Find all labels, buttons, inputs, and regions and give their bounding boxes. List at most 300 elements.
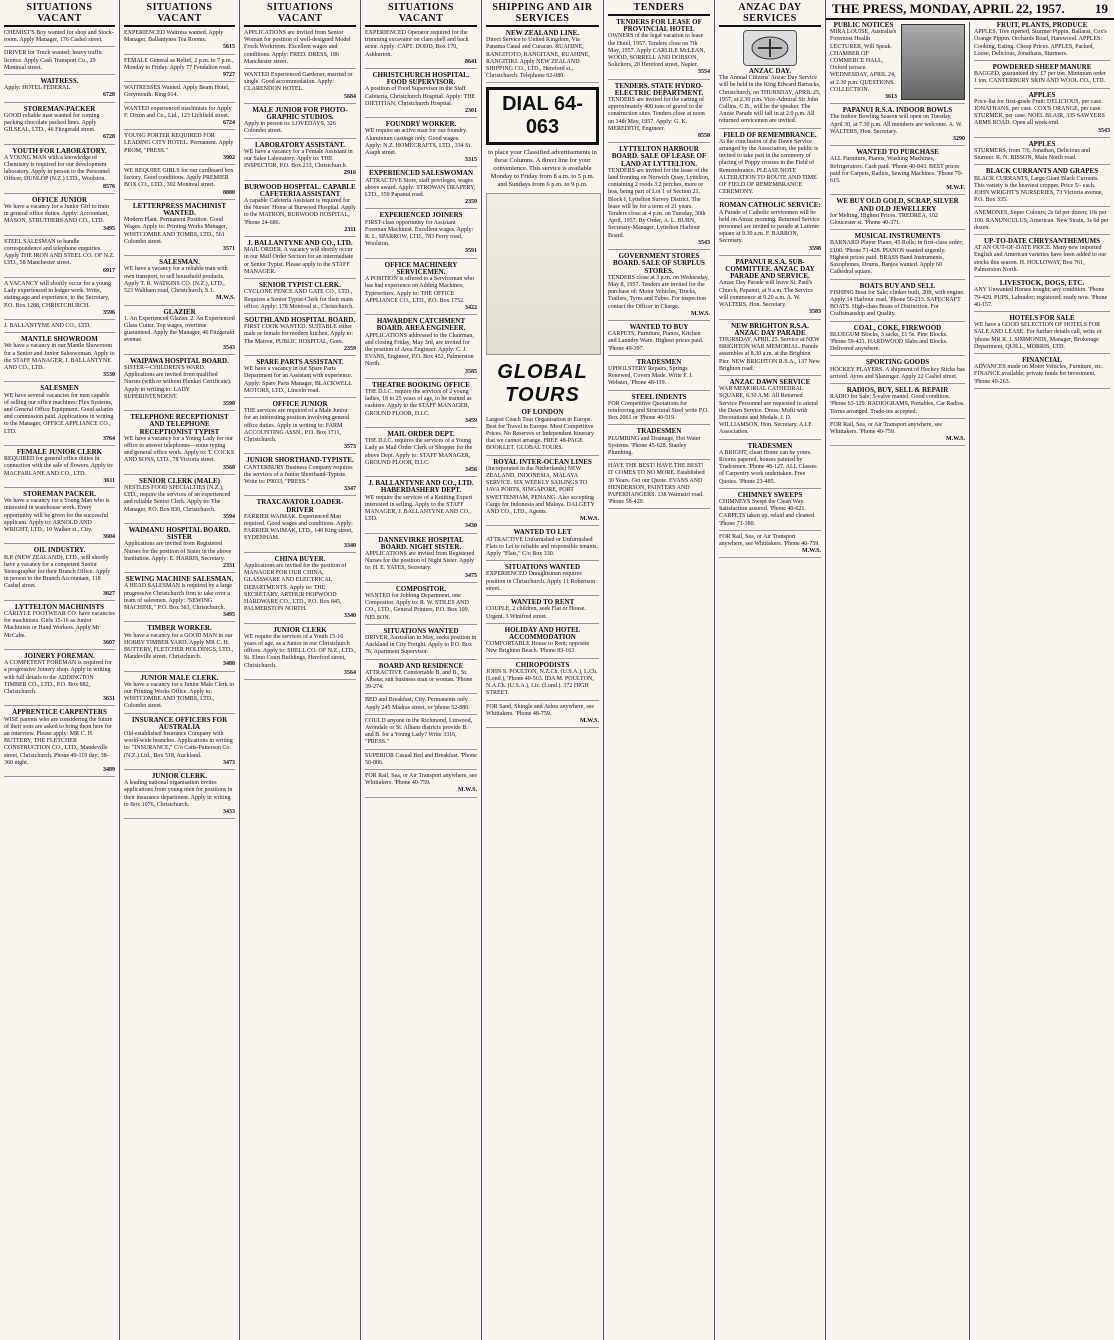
ad-body: BARNARD Player Piano, 45 Rolls; in first-class order; £100. 'Phone 71-428. PIANOS wanted urgently. Highest prices paid. BRASS Band Instruments, Saxophones, Drums, Banjos wanted. Apply 60 Cathedral square. [830, 240, 963, 276]
ad-heading: SALESMEN [40, 384, 79, 393]
classified-ad [608, 19, 710, 80]
ad-body: At the conclusion of the Dawn Service arranged by the Association, the public is invited to take part in the ceremony of placing of Poppy crosses in the Field of Remembrance. PLEASE NOTE ALTERATION TO ROUTE AND TIME OF FIELD OF REMEMBRANCE CEREMONY. [719, 138, 819, 196]
ad-body: EXPERIENCED Draughtsman requires position in Christchurch. Apply 11 Robertson street. [486, 571, 596, 592]
classified-ad [719, 202, 821, 255]
classified-ad [974, 22, 1110, 61]
classified-ad [244, 499, 356, 552]
ad-heading: WANTED TO BUY [629, 322, 689, 331]
ad-heading: TRADESMEN [636, 357, 682, 366]
column-tenders [604, 0, 715, 1340]
ad-body: ANEMONES, Super Colours; 2s 6d per dozen; 10s per 100. RANUNCULUS, American. New Strain, 3s 6d per dozen. [974, 210, 1109, 231]
ad-body: SISTER—CHILDREN'S WARD. Applications are invited from qualified Nurses (with or without Plunket Certificate). Apply in writing to: LADY SUPERINTENDENT. [124, 364, 232, 400]
ad-body: CHIMNEYS Swept the Clean Way. Satisfaction assured. 'Phone 40-621. CARPETS taken up, relaid and cleaned. 'Phone 71-380. [719, 498, 816, 527]
ad-body: (Incorporated in the Netherlands) NEW ZEALAND, INDONESIA, MALAYA SERVICE. SIX WEEKLY SAILINGS TO JAVA PORTS, SINGAPORE, PORT SWETTENHAM, PENANG. Also accepting Cargo for Indonesia and Malaya. DALGETY AND CO., LTD., Agents. [486, 465, 595, 516]
classified-ad [365, 431, 477, 477]
ad-heading: GLAZIER [163, 307, 196, 316]
classified-ad [244, 317, 356, 356]
classified-ad [830, 149, 965, 195]
ad-body: FOR Rail, Sea, or Air Transport anywhere, see Whittakers. 'Phone 40-759. [365, 773, 477, 787]
ad-body: WE require the services of a Knitting Expert interested in selling. Apply to the STAFF MANAGER, J. BALLANTYNE AND CO., LTD. [365, 494, 473, 523]
classified-ad [608, 428, 710, 460]
classified-ad [124, 414, 235, 475]
classified-ad [830, 422, 965, 447]
ad-heading: HOTELS FOR SALE [1009, 313, 1075, 322]
classified-ad [124, 85, 235, 102]
ad-body: BLUEGUM Blocks, 3 sacks, £1 5s. Pine Blocks. 'Phone 59-421. HARDWOOD Slabs and Blocks. Delivered anywhere. [830, 331, 948, 353]
lecturer-photo [901, 24, 965, 100]
classified-ad [244, 457, 356, 496]
classified-ad [608, 253, 710, 321]
ad-body: FISHING Boat for Sale; clinker built, 20ft, with engine. Apply 14 Harbour road, 'Phone 56-213. SAFECRAFT BOATS. High-class Boats of Distinction. For Craftsmanship and Quality. [830, 289, 965, 318]
ad-body: DRIVER for Truck wanted; heavy traffic licence. Apply Cash Transport Co., 29 Montreal street. [4, 50, 103, 71]
classified-ad [830, 359, 965, 384]
dial-phone-banner: DIAL 64-063 [486, 87, 599, 145]
ad-body: WE have a vacancy for a reliable man with own transport, to sell household products. Apply T. R. WATKINS CO. (N.Z.), LTD., 523 Waltham road, Christchurch, S.1. [124, 266, 228, 295]
ad-reference: 3604 [103, 534, 115, 541]
column-situations-vacant-1 [0, 0, 120, 1340]
ad-reference: 2916 [344, 170, 356, 177]
ad-body: THURSDAY, APRIL 25. Service at NEW BRIGHTON WAR MEMORIAL. Parade assembles at 8.30 a.m. at the Brighton Pier. NEW BRIGHTON R.S.A., 137 New Brighton road. [719, 336, 820, 372]
classified-ad [244, 359, 356, 398]
column-public-notices [826, 22, 970, 1340]
section-heading: SHIPPING AND AIR SERVICES [486, 0, 599, 27]
ad-heading: SPARE PARTS ASSISTANT. [256, 357, 344, 366]
classified-ad [719, 259, 821, 320]
ad-body: WE require an active man for our foundry. Aluminium castings only. Good wages. Apply: N.Z. HOMECRAFTS, LTD., 334 St. Asaph street. [365, 128, 472, 157]
classified-ad [4, 281, 115, 320]
ad-body: We have a vacancy for a Junior Male Clerk in our Printing Works Office. Apply to: WHITCOMBE AND TOMBS, LTD., Colombo street. [124, 681, 234, 710]
ad-body: STEEL SALESMAN to handle correspondence and telephone enquiries. Apply THE IRON AND STEEL CO. OF N.Z. LTD., 58 Manchester street. [4, 238, 115, 267]
ad-body: BED and Breakfast, City. Permanents only. Apply 245 Madras street, or 'phone 52-880. [365, 697, 470, 711]
column-situations-vacant-2 [120, 0, 240, 1340]
classified-ad [4, 197, 115, 236]
ad-body: WE require the services of a Youth 15-16 years of age, as a Junior in our Christchurch offices. Apply to: SHELL CO. OF N.Z., LTD., St. Elmo Court Buildings, Hereford street, Christchurch. [244, 633, 356, 669]
ad-body: CARLYLE FOOTWEAR CO. have vacancies for machinists. Girls 15-16 as Junior Machinists or Hand Workers. Apply Mr McCabe. [4, 611, 115, 639]
ad-heading: PAPANUI R.S.A. INDOOR BOWLS [842, 106, 953, 115]
classified-ad [4, 30, 115, 47]
ad-heading: STOREMAN PACKER. [23, 489, 96, 498]
ad-body: YOUNG PORTER REQUIRED FOR LEADING CITY HOTEL. Permanent. Apply PROM, "PRESS." [124, 133, 234, 154]
ad-reference: 3594 [223, 513, 235, 520]
ad-reference: M.W.S. [216, 295, 235, 302]
ad-reference: 2301 [465, 108, 477, 115]
ad-body: APPLICATIONS are invited from Registered Nurses for the position of Night Sister. Apply to: H. E. YATES, Secretary. [365, 551, 475, 572]
ad-heading: ROMAN CATHOLIC SERVICE: [719, 201, 821, 210]
ad-reference: 3340 [344, 613, 356, 620]
ad-body: FOR Rail, Sea, or Air Transport anywhere, see Whittakers. 'Phone 40-759. [719, 533, 820, 547]
ad-reference: 3613 [885, 94, 897, 101]
classified-ad [365, 262, 477, 315]
ad-body: We have a vacancy for a Young Man who is interested in warehouse work. Every opportunity will be given for the successful applicant. Apply to: ARNOLD AND WRIGHT, LTD., 10 Walker st., City. [4, 498, 110, 533]
classified-ad [4, 449, 115, 488]
ad-heading: COAL, COKE, FIREWOOD [853, 323, 942, 332]
ad-reference: 3489 [103, 767, 115, 774]
ad-reference: 2359 [465, 199, 477, 206]
classified-ad [486, 564, 599, 596]
classified-ad [365, 697, 477, 714]
classified-ad [486, 409, 599, 455]
ad-heading: CHIMNEY SWEEPS [737, 490, 803, 499]
ad-body: A COMPETENT FOREMAN is required for a progressive Joinery shop. Apply in writing with full details to the ADDINGTON TIMBER CO., LTD., P.O. Box 882, Christchurch. [4, 660, 112, 696]
ad-heading: WE BUY OLD GOLD, SCRAP, SILVER AND OLD JEWELLERY [836, 197, 959, 213]
ad-heading: SITUATIONS WANTED [383, 626, 459, 635]
ad-heading: APPLES [1028, 139, 1056, 148]
ad-heading: FIELD OF REMEMBRANCE. [723, 130, 817, 139]
ad-reference: 2311 [344, 226, 356, 233]
ad-body: Anzac Day Parade will leave St. Paul's Church, Papanui, at 9 a.m. The Service will commence at 9.20 a.m. A. W. WALTERS, Hon. Secretary. [719, 280, 813, 309]
classified-ad [365, 72, 477, 118]
ad-body: Direct Service to United Kingdom, Via Panama Canal and Curacao. RUAHINE, RANGITOTO, RANGITANE, RUAHINE, RANGITIKI. Apply NEW ZEALAND SHIPPING CO., LTD., Hereford st., Christchurch. Telephone 62-080. [486, 37, 590, 80]
classified-ad [244, 627, 356, 680]
ad-body: DRIVER, Australian in May, seeks position in Auckland in City Freight. Apply to P.O. Box 76, Apartment Supervisor. [365, 635, 477, 656]
ad-reference: 3583 [809, 309, 821, 316]
ad-heading: CHRISTCHURCH HOSPITAL. FOOD SUPERVISOR. [372, 71, 470, 87]
ad-body: ATTRACTIVE Store, staff privileges, wages above award. Apply: STROWAN DRAPERY, LTD., 359 Papanui road. [365, 177, 476, 199]
ad-heading: TRAXCAVATOR LOADER-DRIVER [256, 498, 344, 514]
classified-ad [974, 141, 1110, 166]
ad-heading: OFFICE MACHINERY SERVICEMEN. [384, 260, 458, 276]
global-tours-logo: GLOBAL TOURS [497, 361, 588, 407]
classified-ad [486, 30, 599, 83]
ad-body: Applications are invited for the position of MANAGER FOR OUR CHINA, GLASSWARE AND ELECTRICAL DEPARTMENTS. Apply to: THE SECRETARY, ARTHUR HOPWOOD HARDWARE CO., LTD., P.O. Box 845, PALMERSTON NORTH. [244, 563, 347, 613]
ad-reference: 3456 [465, 466, 477, 473]
ad-heading: APPRENTICE CARPENTERS [12, 708, 107, 717]
classified-ad [719, 443, 821, 489]
classified-ad [124, 309, 235, 355]
ad-body: J. BALLANTYNE AND CO., LTD. [4, 322, 91, 329]
ad-body: THE services are required of a Male Junior for an interesting position involving general office duties. Apply in writing to: FARM ACCOUNTING ASSN., P.O. Box 1711, Christchurch. [244, 408, 350, 443]
classified-ad [365, 773, 477, 798]
ad-body: FOR Competitive Quotations for reinforcing and Structural Steel write P.O. Box 2061 or 'Phone 40-519. [608, 400, 709, 422]
ad-body: A Parade of Catholic servicemen will be held on Anzac morning. Returned Service personnel are invited to parade at Latimer square at 9.30 a.m. F. BARRON, Secretary. [719, 209, 820, 245]
ad-body: MIRA LOUISE, Australia's Foremost Health LECTURER, Will Speak. CHAMBER OF COMMERCE HALL, Oxford terrace. WEDNESDAY, APRIL 24, at 2.30 p.m. QUESTIONS. COLLECTION. [830, 29, 897, 93]
classified-ad [244, 142, 356, 181]
ad-reference: 5684 [344, 93, 356, 100]
ad-reference: 3340 [344, 542, 356, 549]
classified-ad [830, 387, 965, 419]
ad-body: APPLICATIONS addressed to the Chairman, and closing Friday, May 3rd, are invited for the position of Area Engineer. Apply: C. J. EVANS, Engineer, P.O. Box 452, Palmerston North. [365, 332, 474, 368]
ad-heading: SENIOR TYPIST CLERK. [258, 281, 342, 290]
ad-heading: CHINA BUYER. [274, 554, 326, 563]
ad-body: THE D.I.C. require the services of 2 young ladies, 18 to 25 years of age, to be trained as cashiers. Apply to the STAFF MANAGER, GROUND FLOOR, D.I.C. [365, 388, 472, 417]
ad-body: Old-established Insurance Company with world-wide branches. Applications in writing to: "INSURANCE," C/o Catts-Patterson Co. (N.Z.) Ltd., Box 518, Auckland. [124, 731, 233, 759]
ad-body: WANTED experienced machinists for Apply F. Dixon and Co., Ltd., 123 Lichfield street. [124, 105, 232, 119]
ad-heading: UP-TO-DATE CHRYSANTHEMUMS [984, 237, 1100, 246]
ad-heading: CHIROPODISTS [515, 660, 570, 669]
classified-ad [365, 382, 477, 428]
column-anzac-day [715, 0, 826, 1340]
ad-body: WANTED Experienced Gardener, married or single. Good accommodation. Apply: CLARENDON HOTEL. [244, 72, 353, 93]
classified-ad [124, 358, 235, 411]
ad-body: WAITRESSES Wanted. Apply Beam Hotel, Greymouth. Ring 914. [124, 85, 230, 99]
classified-ad [244, 107, 356, 139]
ad-body: TENDERS are invited for the carting of approximately 400 tons of gravel to the construction sites. Tenders close at noon on 14th May, 1957. Apply: G. K. MEREDITH, Engineer. [608, 97, 705, 132]
ad-reference: 6728 [103, 92, 115, 99]
section-heading: SITUATIONS VACANT [365, 0, 477, 27]
ad-heading: TELEPHONE RECEPTIONIST AND TELEPHONE RECEPTIONIST TYPIST [130, 413, 229, 436]
section-heading: SITUATIONS VACANT [244, 0, 356, 27]
ad-body: WAR MEMORIAL CATHEDRAL SQUARE, 6.30 A.M. All Returned Service Personnel are requested to attend the Dawn Service. Dress: Mufti with Decorations and Medals. J. D. WILLIAMSON, Hon. Secretary, A.I.F. Association. [719, 386, 818, 436]
ad-body: WE have a GOOD SELECTION OF HOTELS FOR SALE AND LEASE. For further details call, write or 'phone MR R. J. SIMMONDS, Manager, Brokerage Department, QUILL, MORRIS, LTD. [974, 322, 1102, 350]
ad-body: A position of Food Supervisor in the Staff Cafeteria, Christchurch Hospital. Apply: THE DIETITIAN, Christchurch Hospital. [365, 86, 476, 107]
ad-reference: 3543 [1098, 127, 1110, 134]
ad-body: A capable Cafeteria Assistant is required for the Nurses' Home at Burwood Hospital. Apply to the MATRON, BURWOOD HOSPITAL, 'Phone 24-686. [244, 198, 356, 226]
column-shipping-air [482, 0, 604, 1340]
classified-ad [830, 283, 965, 322]
classified-ad [974, 64, 1110, 89]
classified-ad [365, 30, 477, 69]
ad-reference: 3607 [103, 639, 115, 646]
ad-heading: OFFICE JUNIOR [31, 195, 88, 204]
ad-heading: STEEL INDENTS [631, 392, 687, 401]
ad-heading: FINANCIAL [1022, 355, 1062, 364]
ad-body: JOHN S. POULTON, N.Z.Ch. (U.S.A.), L.Ch. (Lond.), 'Phone 40-563. IDA M. POULTON, N.A.Ch. (U.S.A.), Lic. (Lond.). 372 HIGH STREET. [486, 668, 598, 697]
ad-reference: 3560 [223, 464, 235, 471]
ad-reference: 3627 [103, 590, 115, 597]
ad-body: COMFORTABLE House to Rent; opposite New Brighton Beach. 'Phone 83-163. [486, 641, 590, 655]
ad-body: ATTRACTIVE Unfurnished or Unfurnished Flats to Let to reliable and responsible tenants. Apply "Flats," C/o Box 330. [486, 536, 598, 558]
classified-ad [719, 492, 821, 531]
ad-body: WE REQUIRE GIRLS for our cardboard box factory. Good conditions. Apply PREMIER BOX CO., LTD., 302 Montreal street. [124, 168, 234, 189]
ad-reference: 2359 [344, 345, 356, 352]
ad-reference: 3598 [809, 245, 821, 252]
ad-heading: LETTERPRESS MACHINIST WANTED. [132, 201, 227, 218]
ad-reference: 3433 [223, 809, 235, 816]
ad-body: HAVE THE BEST! HAVE THE BEST! IT COMES TO NO MORE. Established 30 Years. Get our Quote. EVANS AND HENDERSON, PAINTERS AND PAPERHANGERS. 138 Waimairi road. 'Phone 58-429. [608, 463, 705, 506]
ad-reference: 3422 [465, 304, 477, 311]
ad-body: A VACANCY will shortly occur for a young Lady experienced in ledger work. Write, stating age and experience, to the Secretary, P.O. Box 1288, CHRISTCHURCH. [4, 280, 112, 309]
ad-reference: M.W.F. [946, 185, 965, 192]
ad-heading: WAIMANU HOSPITAL BOARD. SISTER [128, 525, 231, 542]
ad-reference: 3430 [465, 523, 477, 530]
classified-ad [608, 83, 710, 144]
column-situations-vacant-4 [361, 0, 482, 1340]
ad-body: EXPERIENCED Operator required for the trimming excavator on clam shell and back actor. Apply: CAPT. DODD, Box 170, Ashburton. [365, 30, 469, 58]
classified-ad [608, 146, 710, 250]
classified-ad [486, 459, 599, 527]
ad-heading: JUNIOR CLERK. [151, 772, 208, 781]
ad-heading: FEMALE JUNIOR CLERK [16, 447, 103, 456]
ad-body: Apply in person to: LOVEDAYS, 326 Colombo street. [244, 121, 336, 135]
ad-body: CARPETS, Furniture, Pianos, Kitchen and Laundry Ware. Highest prices paid. 'Phone 49-397. [608, 331, 704, 352]
ad-heading: TRADESMEN [747, 441, 793, 450]
classified-ad [365, 586, 477, 625]
dial-phone-text: to place your Classified advertisements in these Columns. A direct line for your convenience. This service is available Monday to Friday from 8 a.m. to 5 p.m. and Sundays from 6 p.m. to 9 p.m. [488, 149, 597, 189]
classified-ad [974, 168, 1110, 207]
ad-heading: NEW ZEALAND LINE. [505, 29, 580, 37]
travel-illustration [486, 193, 601, 355]
ad-heading: SITUATIONS WANTED [504, 563, 580, 572]
ad-body: WISE parents who are considering the future of their sons are asked to bring them here for an interview. Please apply: MR C. H. BUTTERY, THE FLETCHER CONSTRUCTION CO., LTD., Mandeville street, Christchurch. Phone 49-119 day; 38-360 night. [4, 716, 113, 766]
ad-body: CANTERBURY Business Company requires the services of a Junior Shorthand-Typiste. Write to: P9033, "PRESS." [244, 464, 353, 485]
classified-ad [365, 318, 477, 379]
ad-heading: TENDERS. STATE HYDRO-ELECTRIC DEPARTMENT. [614, 81, 704, 97]
classified-ad [974, 92, 1110, 138]
ad-body: BLACK CURRANTS, Large Giant Black Currants. This variety is the heaviest cropper. Price 5/- each. JOHN WRIGHT'S NURSERIES, 73 Victoria avenue, P.O. Box 335. [974, 175, 1103, 204]
ad-reference: 3543 [698, 239, 710, 246]
ad-heading: TRADESMEN [636, 427, 682, 436]
ad-body: ATTRACTIVE Comfortable B. and B., St. Albans; suit business man or woman. 'Phone 39-274. [365, 669, 473, 691]
ad-body: FOR Sand, Shingle and Ashes anywhere, see Whittakers. 'Phone 48-759. [486, 703, 594, 717]
classified-ad [365, 121, 477, 167]
ad-body: Price-list for first-grade Fruit: DELICIOUS, per case. JONATHANS, per case. COX'S ORANGE, per case. STURMER, per case. NOEL BLAIR, 335 SAWYERS ARMS ROAD. Open all week-end. [974, 98, 1105, 127]
ad-body: WE have several vacancies for men capable of selling our office machines: Flex Systems, and General Office Equipment. Good salaries and commission paid. Applications in writing to the Manager, OFFICE APPLIANCE CO., LTD. [4, 392, 114, 435]
ad-heading: POWDERED SHEEP MANURE [992, 63, 1092, 72]
ad-body: for Melting, Highest Prices. TREDREA, 102 Gloucester st. 'Phone 40-371. [830, 212, 938, 227]
ad-reference: 3611 [103, 477, 115, 484]
classified-ad [830, 325, 965, 357]
ad-body: STURMERS, from 7/6. Jonathan, Delicious and Sturmer. R. N. BISSON, Main North road. [974, 148, 1090, 162]
ad-body: SUPERIOR Casual Bed and Breakfast. 'Phone 50-806. [365, 752, 477, 766]
classified-ad [4, 491, 115, 544]
ad-body: THE D.I.C. requires the services of a Young Lady as Mail Order Clerk or Shopper for the above Dept. Apply to: STAFF MANAGER, GROUND FLOOR, D.I.C. [365, 438, 473, 466]
classified-ad [4, 653, 115, 706]
column-fruit-produce [970, 22, 1114, 1340]
ad-body: We have a vacancy for a GOOD MAN in our HOBBY TIMBER YARD. Apply MR C. H. BUTTERY, FLETCHER HOLDINGS, LTD., Mandeville street, Christchurch. [124, 632, 234, 661]
ad-heading: EXPERIENCED JOINERS [379, 211, 463, 220]
classified-ad [124, 259, 235, 305]
classified-ad [365, 718, 477, 750]
ad-heading: LIVESTOCK, DOGS, ETC. [999, 279, 1085, 288]
ad-body: ANY Unwanted Horses bought; any condition. 'Phone 79-429. PUPS, Labrador; registered; ready now. 'Phone 40-157. [974, 287, 1108, 308]
ad-heading: JUNIOR MALE CLERK. [140, 673, 219, 682]
ad-reference: M.W.S. [458, 787, 477, 794]
ad-reference: 3591 [465, 248, 477, 255]
ad-heading: PUBLIC NOTICES [833, 22, 894, 29]
classified-ad [4, 336, 115, 382]
ad-body: Applications are invited from Registered Nurses for the position of Sister in the above Institution. Apply: E. HARRIS, Secretary. [124, 541, 232, 562]
classified-ad [124, 133, 235, 165]
ad-heading: LYTTELTON MACHINISTS [14, 602, 105, 611]
classified-ad [608, 394, 710, 426]
ad-heading: JOINERY FOREMAN. [24, 652, 95, 661]
ad-reference: 3495 [103, 225, 115, 232]
classified-ad [365, 628, 477, 660]
classified-ad [719, 534, 821, 559]
classified-ad [974, 280, 1110, 312]
classified-ad [719, 132, 821, 200]
ad-body: FARRIER WAIMAK. Experienced Man required. Good wages and conditions. Apply: FARRIER WAIMAK, LTD., 140 King street, SYDENHAM. [244, 513, 353, 542]
classified-ad [244, 184, 356, 237]
ad-reference: 3902 [223, 154, 235, 161]
ad-reference: 3290 [953, 136, 965, 143]
ad-reference: 6724 [223, 120, 235, 127]
ad-heading: LABORATORY ASSISTANT. [254, 140, 345, 149]
ad-body: UPHOLSTERY Repairs, Springs Renewed, Covers Made. Write F. J. Webster, 'Phone 48-119. [608, 365, 693, 387]
ad-heading: BURWOOD HOSPITAL. CAPABLE CAFETERIA ASSISTANT [244, 182, 356, 198]
ad-reference: 2331 [223, 563, 235, 569]
ad-reference: M.W.S. [580, 516, 599, 523]
classified-ad [974, 238, 1110, 277]
ad-heading: INSURANCE OFFICERS FOR AUSTRALIA [131, 715, 228, 731]
classified-ad [244, 556, 356, 624]
ad-body: A leading national organisation invites applications from young men for positions in their insurance department. Apply in writing to Box 1076, Christchurch. [124, 780, 233, 808]
ad-body: RADIO for Sale; 5-valve mantel. Good condition. 'Phone 63-129. RADIOGRAMS, Portables, Car Radios. Terms arranged. Trade-ins accepted. [830, 394, 965, 415]
ad-body: ADVANCES made on Motor Vehicles, Furniture, etc. FINANCE available; private funds for investment. 'Phone 40-263. [974, 364, 1103, 385]
ad-heading: OF LONDON [521, 408, 564, 417]
ad-reference: 6917 [103, 267, 115, 274]
ad-body: ALL Furniture, Pianos, Washing Machines, Refrigerators. Cash paid. 'Phone 40-843. BEST prices paid for Carpets, Radios, Sewing Machines. 'Phone 79-615. [830, 156, 963, 185]
ad-reference: 8641 [465, 58, 477, 65]
ad-body: WE have a vacancy in our Spare Parts Department for an Assistant with experience. Apply: Spare Parts Manager, BLACKWELL MOTORS, LTD., Lincoln road. [244, 366, 353, 394]
ad-reference: 8576 [103, 183, 115, 190]
ad-heading: BOARD AND RESIDENCE [378, 661, 464, 670]
ad-heading: BLACK CURRANTS AND GRAPES [985, 167, 1099, 176]
ad-heading: SEWING MACHINE SALESMAN. [125, 575, 234, 584]
ad-body: Modern Plant. Permanent Position. Good Wages. Apply to: Printing Works Manager, WHITCOMBE AND TOMBS, LTD., 561 Colombo street. [124, 217, 228, 245]
ad-heading: DANNEVIRKE HOSPITAL BOARD. NIGHT SISTER. [378, 535, 464, 551]
ad-body: COULD anyone in the Richmond, Linwood, Avondale or St. Albans districts provide B. and B. for a Young Lady? Write 3316, "PRESS." [365, 717, 473, 746]
ad-heading: SPORTING GOODS [865, 358, 930, 367]
ad-heading: J. BALLANTYNE AND CO., LTD. HABERDASHERY DEPT. [368, 479, 474, 495]
classified-ad [124, 168, 235, 200]
ad-body: PLUMBING and Drainage, Hot Water Systems. 'Phone 45-628. Stanley Plumbing. [608, 435, 701, 456]
ad-body: FOR Rail, Sea, or Air Transport anywhere, see Whittakers. 'Phone 40-759. [830, 421, 942, 435]
classified-ad [244, 30, 356, 69]
ad-body: COUPLE, 2 children, seek Flat or House. Urgent. 3 Winifred street. [486, 606, 586, 620]
ad-heading: OFFICE JUNIOR [272, 399, 328, 408]
ad-heading: JUNIOR SHORTHAND-TYPISTE. [246, 456, 354, 465]
classified-ad [124, 675, 235, 714]
classified-ad [719, 379, 821, 440]
masthead-title: THE PRESS, MONDAY, APRIL 22, 1957. [832, 1, 1065, 16]
classified-ad [4, 604, 115, 650]
classified-ad [244, 401, 356, 454]
ad-reference: M.W.S. [946, 436, 965, 443]
ad-reference: 3347 [344, 486, 356, 493]
classified-ad [4, 106, 115, 145]
classified-ad [365, 663, 477, 695]
rsa-badge-icon [743, 30, 797, 66]
ad-body: A YOUNG MAN with a knowledge of Chemistry is required for our development laboratory. Apply in person to the Personnel Officer, DUNLOP (N.Z.) LTD., Woolston. [4, 154, 110, 183]
classified-ad [365, 212, 477, 258]
ad-heading: FRUIT, PLANTS, PRODUCE [996, 22, 1088, 29]
classified-ad [4, 709, 115, 777]
ad-body: BAGGED, guaranteed dry. £7 per ton. Minimum order 1 ton. CANTERBURY SKIN AND WOOL CO., LTD. [974, 71, 1106, 85]
ad-heading: TENDERS FOR LEASE OF PROVINCIAL HOTEL [616, 18, 702, 34]
classified-ad [4, 239, 115, 278]
ad-reference: 3488 [223, 661, 235, 668]
ad-body: A POSITION is offered to a Serviceman who has had experience on Adding Machines, Typewriters. Apply to: THE OFFICE APPLIANCE CO., LTD., P.O. Box 1752. [365, 276, 475, 304]
ad-body: MAIL ORDER. A vacancy will shortly occur in our Mail Order Section for an intermediate or Senior Typist. Please apply to the STAFF MANAGER. [244, 247, 354, 275]
ad-heading: HOLIDAY AND HOTEL ACCOMMODATION [504, 625, 581, 641]
classified-ad [124, 106, 235, 131]
ad-reference: M.W.S. [580, 717, 599, 724]
classified-ad [4, 547, 115, 600]
ad-heading: TIMBER WORKER. [147, 624, 212, 633]
ad-body: We have a vacancy in our Mantle Showroom for a Senior and Junior Saleswoman. Apply to the STAFF MANAGER, J. BALLANTYNE AND CO., LTD. [4, 343, 115, 371]
classified-ad [486, 529, 599, 561]
ad-reference: 3564 [344, 669, 356, 676]
ad-body: The Indoor Bowling Season will open on Tuesday, April 30, at 7.30 p.m. All members are welcome. A. W. WALTERS, Hon. Secretary. [830, 114, 963, 135]
classified-ad [124, 58, 235, 83]
classified-ad [830, 233, 965, 279]
section-heading: SITUATIONS VACANT [124, 0, 235, 27]
classified-ad [830, 198, 965, 230]
classified-ad [124, 478, 235, 524]
column-situations-vacant-3 [240, 0, 361, 1340]
classified-ad [974, 357, 1110, 389]
ad-heading: LYTTELTON HARBOUR BOARD. SALE OF LEASE OF LAND AT LYTTELTON. [611, 145, 707, 168]
ad-heading: NEW BRIGHTON R.S.A. ANZAC DAY PARADE [731, 321, 809, 337]
classified-ad [719, 68, 821, 129]
page-number: 19 [1095, 1, 1108, 16]
classified-ad [830, 107, 965, 146]
ad-reference: 8000 [223, 189, 235, 196]
ad-reference: 3475 [465, 572, 477, 579]
ad-body: NESTLES FOOD SPECIALTIES (N.Z.), LTD., require the services of an experienced and reliable Senior Clerk. Apply to: The Manager, P.O. Box 830, Christchurch. [124, 484, 231, 513]
ad-heading: BOATS BUY AND SELL [859, 281, 936, 290]
